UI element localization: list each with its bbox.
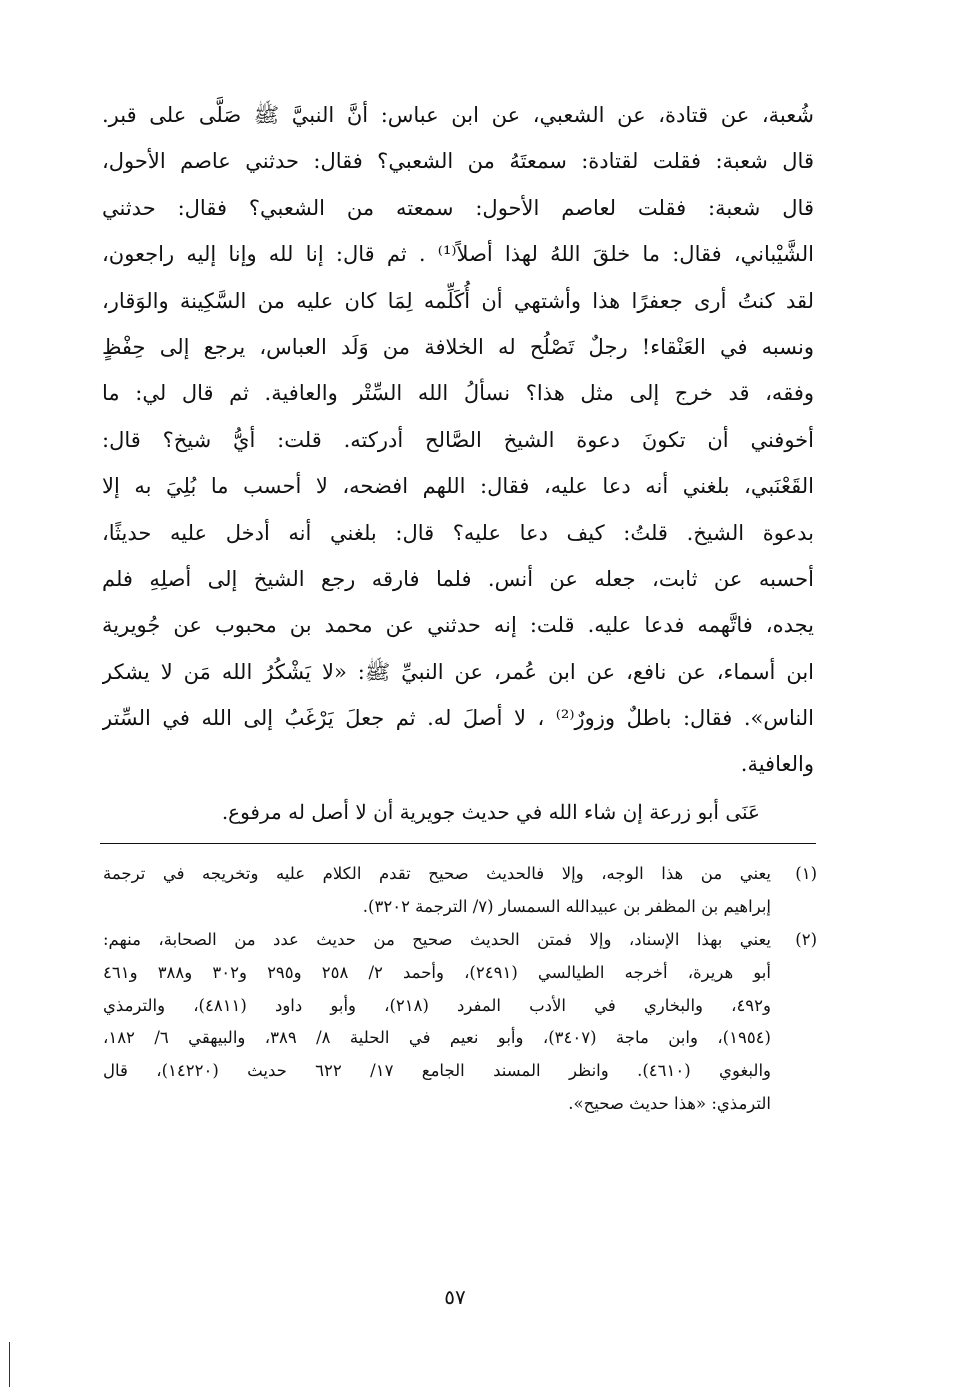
main-text bbox=[102, 92, 814, 788]
page-number: ٥٧ bbox=[444, 1285, 466, 1309]
text-line: قال شعبة: فقلت لعاصم الأحول: سمعته من الشعبي؟ فقال: حدثني bbox=[102, 195, 814, 220]
footnote-line: و٤٩٢، والبخاري في الأدب المفرد (٢١٨)، وأبو داود (٤٨١١)، والترمذي bbox=[103, 995, 771, 1015]
text-line: يجده، فاتَّهمه فدعا عليه. قلت: إنه حدثني عن محمد بن محبوب عن جُويرية bbox=[102, 613, 814, 638]
text-line: ونسبه في العَنْقاء! رجلٌ تَصْلُح له الخلافة من وَلَد العباس، يرجع إلى حِفْظٍ bbox=[102, 334, 814, 359]
text-line: الناس». فقال: باطلٌ وزورٌ⁽²⁾ ، لا أصلَ له. ثم جعلَ يَرْغَبُ إلى الله في السِّتر bbox=[102, 706, 814, 731]
text-line: ابن أسماء، عن نافع، عن ابن عُمر، عن النبيِّ ﷺ: «لا يَشْكُرُ الله مَن لا يشكر bbox=[102, 659, 814, 684]
text-line: أحسبه عن ثابت، جعله عن أنس. فلما فارقه رجع الشيخ إلى أصلِهِ فلم bbox=[102, 566, 814, 591]
footnote-line: إبراهيم بن المظفر بن عبيدالله السمسار (٧/ الترجمة ٣٢٠٢). bbox=[362, 896, 771, 916]
text-line: شُعبة، عن قتادة، عن الشعبي، عن ابن عباس: أنَّ النبيَّ ﷺ صَلَّى على قبر. bbox=[102, 103, 814, 127]
text-line: أخوفني أن تكونَ دعوة الشيخ الصَّالح أدركته. قلت: أيُّ شيخ؟ قال: bbox=[102, 427, 814, 452]
footnote-number: (٢) bbox=[795, 930, 817, 949]
footnote-line: يعني من هذا الوجه، وإلا فالحديث صحيح تقدم الكلام عليه وتخريجه في ترجمة bbox=[103, 864, 771, 883]
footnote-number: (١) bbox=[795, 864, 817, 883]
footnote-1 bbox=[103, 858, 817, 924]
text-line: القَعْنَبي، بلغني أنه دعا عليه، فقال: اللهم افضحه، لا أحسب ما بُلِيَ به إلا bbox=[102, 474, 814, 499]
footnote-2 bbox=[103, 924, 817, 1121]
scan-edge-mark bbox=[9, 1342, 10, 1387]
footnote-line: (١٩٥٤)، وابن ماجة (٣٤٠٧)، وأبو نعيم في الحلية ٨/ ٣٨٩، والبيهقي ٦/ ١٨٢، bbox=[103, 1028, 771, 1048]
text-line: لقد كنتُ أرى جعفرًا هذا وأشتهي أن أُكَلِّمه لِمَا كان عليه من السَّكِينة والوَقار، bbox=[102, 288, 814, 313]
closing-remark: عَنَى أبو زرعة إن شاء الله في حديث جويرية أن لا أصل له مرفوع. bbox=[221, 800, 760, 824]
footnote-divider bbox=[100, 843, 816, 844]
text-line: الشَّيْباني، فقال: ما خلقَ اللهُ لهذا أصلاً⁽¹⁾ . ثم قال: إنا لله وإنا إليه راجعون، bbox=[102, 242, 814, 267]
text-line: بدعوة الشيخ. قلتُ: كيف دعا عليه؟ قال: بلغني أنه أدخل عليه حديثًا، bbox=[102, 520, 814, 545]
footnote-line: يعني بهذا الإسناد، وإلا فمتن الحديث صحيح من حديث عدد من الصحابة، منهم: bbox=[103, 930, 771, 949]
footnote-line: والبغوي (٤٦١٠). وانظر المسند الجامع ١٧/ ٦٢٢ حديث (١٤٢٢٠)، قال bbox=[103, 1061, 771, 1081]
text-line: قال شعبة: فقلت لقتادة: سمعتَهُ من الشعبي؟ فقال: حدثني عاصم الأحول، bbox=[102, 149, 814, 174]
text-line: والعافية. bbox=[740, 752, 814, 777]
footnote-line: الترمذي: «هذا حديث صحيح». bbox=[568, 1093, 771, 1113]
text-line: وفقه، قد خرج إلى مثل هذا؟ نسألُ الله السِّتْر والعافية. ثم قال لي: ما bbox=[102, 381, 814, 406]
footnote-line: أبو هريرة، أخرجه الطيالسي (٢٤٩١)، وأحمد ٢/ ٢٥٨ و٢٩٥ و٣٠٢ و٣٨٨ و٤٦١ bbox=[103, 962, 771, 982]
